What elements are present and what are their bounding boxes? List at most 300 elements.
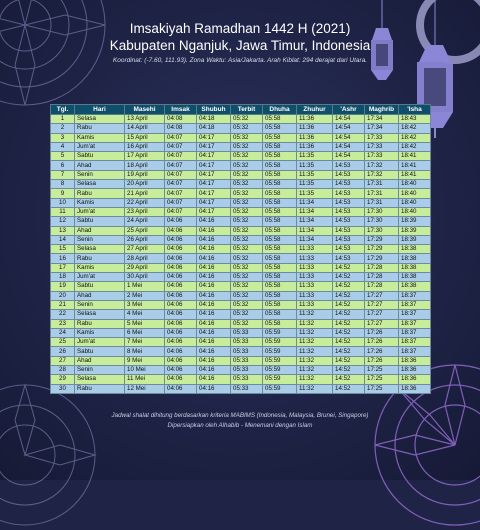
table-cell: 05:32 — [231, 198, 263, 207]
table-cell: 11:35 — [297, 161, 333, 170]
table-cell: Selasa — [75, 310, 125, 319]
table-cell: 04:16 — [197, 375, 231, 384]
table-cell: 05:58 — [263, 198, 297, 207]
table-cell: Kamis — [75, 263, 125, 272]
table-row — [51, 263, 431, 272]
table-cell: 04:16 — [197, 356, 231, 365]
table-cell: 3 Mei — [125, 300, 165, 309]
table-cell: 04:17 — [197, 189, 231, 198]
table-cell: 18:38 — [399, 263, 431, 272]
table-cell: 04:16 — [197, 310, 231, 319]
table-cell: 04:17 — [197, 133, 231, 142]
table-cell: 05:58 — [263, 273, 297, 282]
table-cell: 17 — [51, 263, 75, 272]
table-cell: 11:32 — [297, 384, 333, 393]
table-cell: 04:07 — [165, 198, 197, 207]
table-row — [51, 142, 431, 151]
table-cell: 18:38 — [399, 282, 431, 291]
table-cell: 11:32 — [297, 338, 333, 347]
table-cell: 04:07 — [165, 133, 197, 142]
table-cell: 05:33 — [231, 384, 263, 393]
table-cell: 05:32 — [231, 180, 263, 189]
table-row — [51, 300, 431, 309]
table-cell: 17:25 — [365, 375, 399, 384]
table-cell: 04:17 — [197, 207, 231, 216]
table-cell: 18:36 — [399, 366, 431, 375]
table-cell: 2 — [51, 124, 75, 133]
page-title: Imsakiyah Ramadhan 1442 H (2021) — [129, 21, 351, 36]
column-header: Zhuhur — [297, 105, 333, 115]
table-cell: 14:54 — [333, 133, 365, 142]
table-cell: 17:30 — [365, 217, 399, 226]
table-cell: 17:33 — [365, 142, 399, 151]
table-cell: 14:52 — [333, 375, 365, 384]
table-cell: Senin — [75, 366, 125, 375]
column-header: 'Isha — [399, 105, 431, 115]
table-cell: 18:42 — [399, 124, 431, 133]
table-cell: 11:32 — [297, 310, 333, 319]
table-cell: 04:16 — [197, 245, 231, 254]
table-cell: 13 — [51, 226, 75, 235]
table-cell: 04:16 — [197, 338, 231, 347]
table-cell: 14:52 — [333, 366, 365, 375]
table-cell: 14:52 — [333, 291, 365, 300]
table-cell: 18:39 — [399, 217, 431, 226]
table-cell: 7 — [51, 170, 75, 179]
table-cell: Selasa — [75, 245, 125, 254]
table-cell: 04:17 — [197, 152, 231, 161]
table-cell: 04:06 — [165, 245, 197, 254]
table-cell: 17:26 — [365, 328, 399, 337]
table-cell: 05:58 — [263, 180, 297, 189]
table-cell: Senin — [75, 300, 125, 309]
table-cell: 8 — [51, 180, 75, 189]
table-cell: 04:06 — [165, 319, 197, 328]
table-cell: 14:54 — [333, 152, 365, 161]
table-cell: 12 Mei — [125, 384, 165, 393]
table-cell: 17:32 — [365, 161, 399, 170]
table-cell: 20 — [51, 291, 75, 300]
table-cell: 11:33 — [297, 254, 333, 263]
table-cell: Sabtu — [75, 152, 125, 161]
table-cell: 18 April — [125, 161, 165, 170]
table-cell: Rabu — [75, 254, 125, 263]
table-cell: 30 April — [125, 273, 165, 282]
schedule-table-container — [50, 104, 430, 394]
table-cell: 17:27 — [365, 310, 399, 319]
table-cell: 04:06 — [165, 375, 197, 384]
column-header: Dhuha — [263, 105, 297, 115]
table-cell: 14 — [51, 235, 75, 244]
table-cell: 19 — [51, 282, 75, 291]
table-cell: 11:32 — [297, 328, 333, 337]
table-cell: 26 — [51, 347, 75, 356]
table-cell: 05:33 — [231, 328, 263, 337]
table-cell: 1 Mei — [125, 282, 165, 291]
table-cell: 18:36 — [399, 384, 431, 393]
table-cell: 04:16 — [197, 300, 231, 309]
table-cell: 05:58 — [263, 133, 297, 142]
column-header: Tgl. — [51, 105, 75, 115]
table-cell: 17:25 — [365, 366, 399, 375]
table-cell: 04:06 — [165, 356, 197, 365]
table-cell: 11:34 — [297, 207, 333, 216]
table-cell: 17:29 — [365, 245, 399, 254]
table-cell: 05:32 — [231, 282, 263, 291]
table-row — [51, 235, 431, 244]
column-header: Masehi — [125, 105, 165, 115]
table-cell: 04:07 — [165, 152, 197, 161]
table-cell: 04:07 — [165, 170, 197, 179]
table-cell: 11:36 — [297, 142, 333, 151]
table-cell: 04:08 — [165, 115, 197, 124]
table-row — [51, 273, 431, 282]
table-row — [51, 384, 431, 393]
table-cell: 17:34 — [365, 115, 399, 124]
table-cell: 23 — [51, 319, 75, 328]
table-cell: 04:17 — [197, 198, 231, 207]
table-row — [51, 217, 431, 226]
table-cell: 23 April — [125, 207, 165, 216]
table-cell: 05:32 — [231, 254, 263, 263]
table-row — [51, 245, 431, 254]
table-cell: Jum'at — [75, 207, 125, 216]
table-cell: 6 Mei — [125, 328, 165, 337]
table-cell: 04:06 — [165, 338, 197, 347]
table-cell: Sabtu — [75, 347, 125, 356]
table-cell: 14:53 — [333, 245, 365, 254]
table-cell: 14:54 — [333, 115, 365, 124]
table-cell: 25 — [51, 338, 75, 347]
table-cell: 11:35 — [297, 189, 333, 198]
table-cell: 04:16 — [197, 328, 231, 337]
table-row — [51, 152, 431, 161]
table-cell: 17:31 — [365, 180, 399, 189]
table-cell: 05:58 — [263, 319, 297, 328]
table-cell: 04:07 — [165, 161, 197, 170]
table-cell: 17:26 — [365, 356, 399, 365]
table-cell: 04:16 — [197, 273, 231, 282]
table-cell: Senin — [75, 235, 125, 244]
table-cell: 05:58 — [263, 226, 297, 235]
table-cell: Ahad — [75, 356, 125, 365]
table-cell: 22 April — [125, 198, 165, 207]
table-cell: 17:34 — [365, 124, 399, 133]
table-row — [51, 124, 431, 133]
table-cell: Jum'at — [75, 142, 125, 151]
table-cell: Rabu — [75, 124, 125, 133]
table-cell: 18:38 — [399, 273, 431, 282]
table-cell: 04:07 — [165, 207, 197, 216]
table-cell: 05:32 — [231, 133, 263, 142]
table-cell: 04:06 — [165, 254, 197, 263]
table-cell: 17:32 — [365, 170, 399, 179]
table-cell: 17:27 — [365, 319, 399, 328]
table-cell: 18:41 — [399, 161, 431, 170]
table-cell: 05:59 — [263, 338, 297, 347]
table-row — [51, 189, 431, 198]
table-cell: 14:53 — [333, 198, 365, 207]
table-cell: 04:08 — [165, 124, 197, 133]
table-cell: 18:40 — [399, 207, 431, 216]
column-header: Imsak — [165, 105, 197, 115]
table-cell: 14:52 — [333, 273, 365, 282]
table-cell: 11:34 — [297, 226, 333, 235]
table-cell: 04:17 — [197, 180, 231, 189]
table-cell: 29 April — [125, 263, 165, 272]
table-cell: 05:59 — [263, 328, 297, 337]
table-cell: 17:27 — [365, 291, 399, 300]
table-cell: 11:35 — [297, 180, 333, 189]
table-cell: 14:52 — [333, 263, 365, 272]
table-cell: 04:06 — [165, 300, 197, 309]
table-body — [51, 115, 431, 394]
table-cell: 05:32 — [231, 189, 263, 198]
table-cell: 5 Mei — [125, 319, 165, 328]
table-cell: 05:58 — [263, 115, 297, 124]
table-cell: 05:33 — [231, 356, 263, 365]
table-cell: 04:17 — [197, 161, 231, 170]
table-cell: 04:06 — [165, 291, 197, 300]
table-cell: 11:33 — [297, 282, 333, 291]
table-cell: 18:37 — [399, 310, 431, 319]
table-cell: 05:58 — [263, 282, 297, 291]
table-cell: 1 — [51, 115, 75, 124]
table-cell: 14:53 — [333, 217, 365, 226]
table-cell: Rabu — [75, 384, 125, 393]
table-cell: 12 — [51, 217, 75, 226]
table-cell: 05:58 — [263, 207, 297, 216]
table-cell: 17:26 — [365, 347, 399, 356]
footer — [0, 411, 480, 431]
table-cell: Selasa — [75, 375, 125, 384]
table-cell: 05:58 — [263, 189, 297, 198]
table-cell: 04:16 — [197, 254, 231, 263]
table-cell: 04:17 — [197, 142, 231, 151]
table-cell: 04:07 — [165, 180, 197, 189]
table-row — [51, 366, 431, 375]
table-cell: 18:40 — [399, 189, 431, 198]
table-cell: 17:28 — [365, 282, 399, 291]
table-row — [51, 347, 431, 356]
table-cell: 05:58 — [263, 217, 297, 226]
table-cell: 18:41 — [399, 170, 431, 179]
table-cell: 14:52 — [333, 347, 365, 356]
table-cell: 27 April — [125, 245, 165, 254]
table-cell: 04:17 — [197, 170, 231, 179]
table-cell: 24 — [51, 328, 75, 337]
table-cell: 17:25 — [365, 384, 399, 393]
header — [0, 20, 480, 64]
table-cell: 05:32 — [231, 152, 263, 161]
table-cell: 05:58 — [263, 254, 297, 263]
table-cell: 04:16 — [197, 235, 231, 244]
table-cell: 14:53 — [333, 235, 365, 244]
table-cell: 04:16 — [197, 384, 231, 393]
table-cell: 05:32 — [231, 115, 263, 124]
table-row — [51, 282, 431, 291]
table-cell: 05:58 — [263, 235, 297, 244]
table-cell: 30 — [51, 384, 75, 393]
table-cell: 17:29 — [365, 254, 399, 263]
table-cell: 18:43 — [399, 115, 431, 124]
table-cell: 14:52 — [333, 319, 365, 328]
table-cell: 10 — [51, 198, 75, 207]
table-cell: 05:59 — [263, 356, 297, 365]
table-cell: 11:34 — [297, 198, 333, 207]
table-cell: 05:58 — [263, 245, 297, 254]
column-header: Shubuh — [197, 105, 231, 115]
table-cell: 2 Mei — [125, 291, 165, 300]
table-cell: 11:34 — [297, 235, 333, 244]
table-cell: 17:28 — [365, 273, 399, 282]
table-cell: 11 Mei — [125, 375, 165, 384]
table-cell: 11:32 — [297, 347, 333, 356]
table-row — [51, 375, 431, 384]
table-cell: Jum'at — [75, 273, 125, 282]
table-cell: 18:40 — [399, 180, 431, 189]
column-header: 'Ashr — [333, 105, 365, 115]
table-cell: 05:32 — [231, 319, 263, 328]
table-cell: 19 April — [125, 170, 165, 179]
location-subtitle: Kabupaten Nganjuk, Jawa Timur, Indonesia — [109, 38, 371, 53]
table-cell: 28 April — [125, 254, 165, 263]
table-row — [51, 180, 431, 189]
table-cell: 16 — [51, 254, 75, 263]
column-header: Hari — [75, 105, 125, 115]
table-cell: 6 — [51, 161, 75, 170]
table-cell: 04:18 — [197, 115, 231, 124]
table-cell: 16 April — [125, 142, 165, 151]
table-cell: 17:31 — [365, 189, 399, 198]
table-cell: 04:06 — [165, 263, 197, 272]
table-cell: Sabtu — [75, 217, 125, 226]
table-cell: 18:36 — [399, 375, 431, 384]
table-cell: 05:58 — [263, 124, 297, 133]
table-cell: 04:06 — [165, 282, 197, 291]
table-cell: 14:53 — [333, 180, 365, 189]
mandala-ornament-bottom-left — [0, 380, 100, 530]
table-cell: 05:32 — [231, 124, 263, 133]
table-cell: 7 Mei — [125, 338, 165, 347]
table-cell: 14:53 — [333, 226, 365, 235]
table-row — [51, 328, 431, 337]
table-cell: 05:58 — [263, 263, 297, 272]
table-cell: 18:37 — [399, 291, 431, 300]
table-cell: 11 — [51, 207, 75, 216]
table-cell: 14:52 — [333, 356, 365, 365]
table-cell: 05:58 — [263, 300, 297, 309]
table-cell: 17:31 — [365, 198, 399, 207]
table-cell: 05:33 — [231, 347, 263, 356]
table-cell: 05:59 — [263, 347, 297, 356]
table-cell: 24 April — [125, 217, 165, 226]
table-cell: 04:06 — [165, 366, 197, 375]
table-cell: 05:58 — [263, 170, 297, 179]
table-cell: 05:33 — [231, 375, 263, 384]
table-row — [51, 226, 431, 235]
table-row — [51, 161, 431, 170]
table-cell: 11:33 — [297, 245, 333, 254]
table-cell: Selasa — [75, 180, 125, 189]
table-cell: Senin — [75, 170, 125, 179]
table-cell: 17:33 — [365, 133, 399, 142]
table-cell: 9 Mei — [125, 356, 165, 365]
table-cell: 04:16 — [197, 217, 231, 226]
table-cell: Rabu — [75, 319, 125, 328]
table-cell: 18:37 — [399, 300, 431, 309]
table-cell: 05:59 — [263, 366, 297, 375]
table-row — [51, 170, 431, 179]
table-cell: 18 — [51, 273, 75, 282]
table-cell: 11:32 — [297, 356, 333, 365]
table-cell: 14:52 — [333, 300, 365, 309]
table-cell: 15 — [51, 245, 75, 254]
table-cell: 05:32 — [231, 170, 263, 179]
table-cell: 14:54 — [333, 142, 365, 151]
table-cell: 05:33 — [231, 338, 263, 347]
table-cell: 05:32 — [231, 300, 263, 309]
table-cell: 04:07 — [165, 142, 197, 151]
table-cell: 18:42 — [399, 133, 431, 142]
table-cell: 18:41 — [399, 152, 431, 161]
table-header-row — [51, 105, 431, 115]
table-cell: 11:35 — [297, 152, 333, 161]
table-cell: 04:06 — [165, 384, 197, 393]
table-cell: 05:32 — [231, 217, 263, 226]
table-cell: 18:39 — [399, 235, 431, 244]
footer-credit: Dipersiapkan oleh Alhabib - Menemani dengan Islam — [167, 422, 313, 429]
table-cell: 04:06 — [165, 217, 197, 226]
table-cell: 18:38 — [399, 254, 431, 263]
table-cell: 11:33 — [297, 273, 333, 282]
column-header: Terbit — [231, 105, 263, 115]
table-row — [51, 356, 431, 365]
table-cell: 14:52 — [333, 282, 365, 291]
table-cell: 17:28 — [365, 263, 399, 272]
table-cell: 11:33 — [297, 263, 333, 272]
column-header: Maghrib — [365, 105, 399, 115]
coordinates-info: Koordinat: (-7.60, 111.93). Zona Waktu: Asia/Jakarta. Arah Kiblat: 294 derajat dari Utara. — [112, 57, 368, 64]
table-cell: 14 April — [125, 124, 165, 133]
table-cell: 18:36 — [399, 356, 431, 365]
table-cell: 3 — [51, 133, 75, 142]
table-cell: 10 Mei — [125, 366, 165, 375]
table-cell: 11:36 — [297, 124, 333, 133]
table-row — [51, 198, 431, 207]
table-cell: 05:58 — [263, 161, 297, 170]
table-cell: Selasa — [75, 115, 125, 124]
table-cell: 11:35 — [297, 170, 333, 179]
table-cell: 05:59 — [263, 384, 297, 393]
table-cell: 14:52 — [333, 384, 365, 393]
table-cell: 04:16 — [197, 226, 231, 235]
table-cell: 18:40 — [399, 198, 431, 207]
table-cell: 04:16 — [197, 347, 231, 356]
table-cell: 14:54 — [333, 124, 365, 133]
table-cell: 05:32 — [231, 310, 263, 319]
table-cell: 20 April — [125, 180, 165, 189]
table-row — [51, 207, 431, 216]
table-cell: 29 — [51, 375, 75, 384]
table-cell: 9 — [51, 189, 75, 198]
table-cell: 18:37 — [399, 338, 431, 347]
table-cell: 05:58 — [263, 291, 297, 300]
table-cell: 05:32 — [231, 273, 263, 282]
table-cell: 17:30 — [365, 207, 399, 216]
table-row — [51, 115, 431, 124]
table-cell: 14:53 — [333, 189, 365, 198]
